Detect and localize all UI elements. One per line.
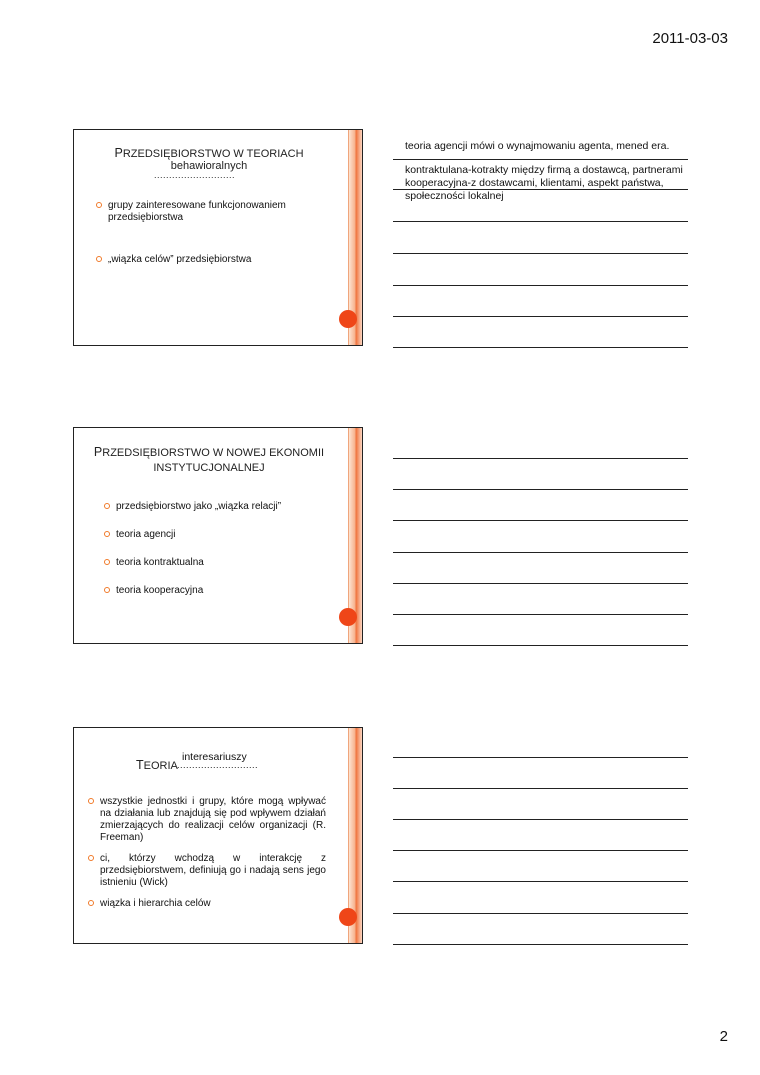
notes-line bbox=[393, 913, 688, 914]
notes-line bbox=[393, 489, 688, 490]
slide-1-title bbox=[104, 146, 314, 178]
notes-line bbox=[393, 819, 688, 820]
bullet-icon bbox=[96, 202, 102, 208]
slide-2-bullets bbox=[104, 501, 324, 597]
slide-3-title-sub: interesariuszy bbox=[182, 751, 247, 763]
bullet-icon bbox=[96, 256, 102, 262]
page-number: 2 bbox=[719, 1028, 728, 1045]
bullet-icon bbox=[88, 900, 94, 906]
header-date: 2011-03-03 bbox=[652, 30, 728, 47]
notes-line bbox=[393, 347, 688, 348]
notes-line bbox=[393, 788, 688, 789]
bullet-icon bbox=[88, 798, 94, 804]
slide-decor-dot bbox=[339, 608, 357, 626]
slide-2 bbox=[73, 427, 363, 644]
handwritten-note-1: teoria agencji mówi o wynajmowaniu agenta, mened era. bbox=[405, 140, 670, 152]
list-item: teoria kontraktualna bbox=[104, 557, 324, 569]
handwritten-note-2: kontraktulana-kotrakty między firmą a dostawcą, partnerami bbox=[405, 164, 683, 176]
bullet-icon bbox=[104, 587, 110, 593]
notes-line bbox=[393, 316, 688, 317]
notes-line bbox=[393, 757, 688, 758]
notes-line bbox=[393, 221, 688, 222]
bullet-icon bbox=[104, 531, 110, 537]
slide-3 bbox=[73, 727, 363, 944]
title-sub: INSTYTUCJONALNEJ bbox=[153, 462, 265, 474]
bullet-icon bbox=[88, 855, 94, 861]
notes-line bbox=[393, 583, 688, 584]
slide-3-title bbox=[136, 758, 178, 772]
slide-decor-dot bbox=[339, 310, 357, 328]
handwritten-note-3: kooperacyjna-z dostawcami, klientami, aspekt państwa, społeczności lokalnej bbox=[405, 177, 664, 202]
list-item: przedsiębiorstwo jako „wiązka relacji” bbox=[104, 501, 324, 513]
bullet-icon bbox=[104, 559, 110, 565]
notes-line bbox=[393, 614, 688, 615]
list-item: teoria agencji bbox=[104, 529, 324, 541]
slide-decor-dot bbox=[339, 908, 357, 926]
notes-line bbox=[393, 944, 688, 945]
notes-line bbox=[393, 881, 688, 882]
list-item: wiązka i hierarchia celów bbox=[88, 898, 326, 910]
blank-dots: ........................... bbox=[177, 760, 259, 770]
list-item: ci, którzy wchodzą w interakcję z przedsiębiorstwem, definiują go i nadają sens jego istnieniu (Wick) bbox=[88, 853, 326, 889]
title-initial: P bbox=[93, 445, 103, 459]
notes-line bbox=[393, 552, 688, 553]
notes-line bbox=[393, 520, 688, 521]
notes-line bbox=[393, 458, 688, 459]
notes-line bbox=[393, 850, 688, 851]
notes-line bbox=[393, 159, 688, 160]
list-item: teoria kooperacyjna bbox=[104, 585, 324, 597]
slide-3-bullets bbox=[88, 796, 326, 910]
notes-area bbox=[393, 0, 688, 1000]
notes-line bbox=[393, 253, 688, 254]
notes-line bbox=[393, 645, 688, 646]
list-item: grupy zainteresowane funkcjonowaniem przedsiębiorstwa bbox=[96, 200, 316, 224]
list-item: wszystkie jednostki i grupy, które mogą wpływać na działania lub znajdują się pod wpływem działań zmierzających do realizacji celów organizacji (R. Freeman) bbox=[88, 796, 326, 844]
slide-1 bbox=[73, 129, 363, 346]
title-rest: RZEDSIĘBIORSTWO W NOWEJ EKONOMII bbox=[102, 447, 325, 459]
list-item: „wiązka celów” przedsiębiorstwa bbox=[96, 254, 316, 266]
bullet-icon bbox=[104, 503, 110, 509]
blank-dots: ........................... bbox=[154, 170, 236, 180]
title-rest: RZEDSIĘBIORSTWO W TEORIACH bbox=[122, 148, 304, 160]
slide-2-title bbox=[89, 445, 329, 476]
title-sub: behawioralnych bbox=[170, 160, 248, 172]
notes-line bbox=[393, 285, 688, 286]
slide-1-bullets bbox=[96, 200, 316, 266]
title-initial: P bbox=[114, 146, 123, 160]
title-rest: EORIA bbox=[143, 760, 178, 772]
title-initial: T bbox=[136, 758, 144, 772]
